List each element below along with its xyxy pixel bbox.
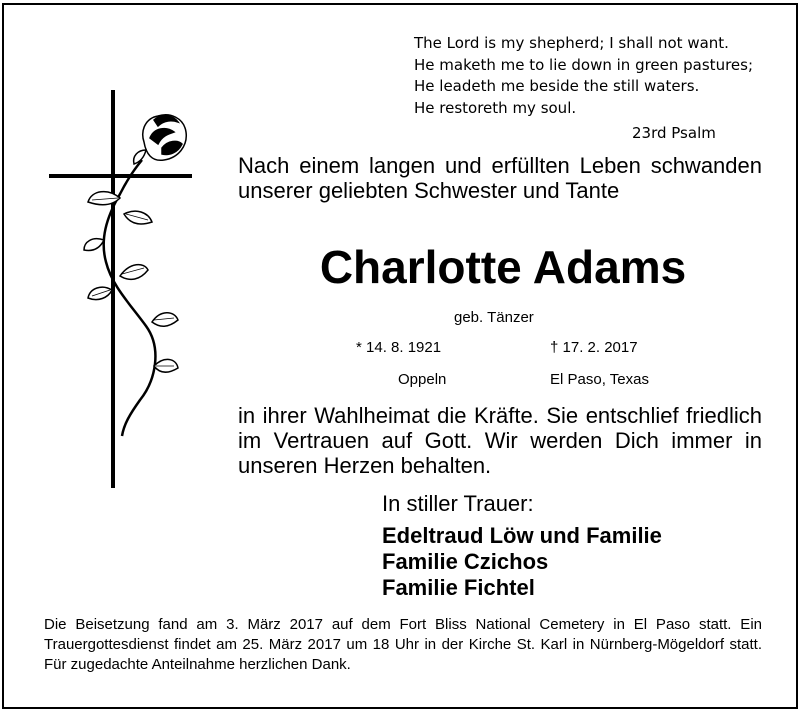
cross-with-rose-icon <box>44 90 204 490</box>
maiden-name: geb. Tänzer <box>454 309 534 326</box>
funeral-details: Die Beisetzung fand am 3. März 2017 auf dem Fort Bliss National Cemetery in El Paso statt. Ein Trauergottesdienst findet am 25. März 2017 um 18 Uhr in der Kirche St. Karl in Nürnberg-Mögeldorf statt. Für zugedachte Anteilnahme herzlichen Dank. <box>44 616 762 673</box>
psalm-source: 23rd Psalm <box>632 124 716 142</box>
mourner-name: Familie Czichos <box>382 549 549 574</box>
psalm-line: He leadeth me beside the still waters. <box>414 77 700 95</box>
deceased-name: Charlotte Adams <box>319 241 687 293</box>
psalm-line: He maketh me to lie down in green pastures; <box>414 55 754 74</box>
birth-place: Oppeln <box>398 371 447 388</box>
mourner-list <box>382 523 662 601</box>
rose-leaves <box>84 192 178 373</box>
mourning-heading: In stiller Trauer: <box>382 491 534 516</box>
mourner-name: Edeltraud Löw und Familie <box>382 523 662 548</box>
psalm-quote <box>414 33 774 145</box>
death-date: † 17. 2. 2017 <box>550 339 638 356</box>
intro-text: Nach einem langen und erfüllten Leben schwanden unserer geliebten Schwester und Tante <box>238 153 762 203</box>
closing-text: in ihrer Wahlheimat die Kräfte. Sie entschlief friedlich im Vertrauen auf Gott. Wir werden Dich immer in unseren Herzen behalten. <box>238 403 762 478</box>
obituary-notice <box>2 3 798 709</box>
cross-beam-horizontal <box>49 174 192 178</box>
death-place: El Paso, Texas <box>550 371 649 388</box>
psalm-line: The Lord is my shepherd; I shall not want. <box>414 34 729 52</box>
birth-date: * 14. 8. 1921 <box>356 339 442 356</box>
psalm-line: He restoreth my soul. <box>414 98 577 117</box>
rose-bloom <box>134 115 187 164</box>
mourner-name: Familie Fichtel <box>382 575 535 600</box>
